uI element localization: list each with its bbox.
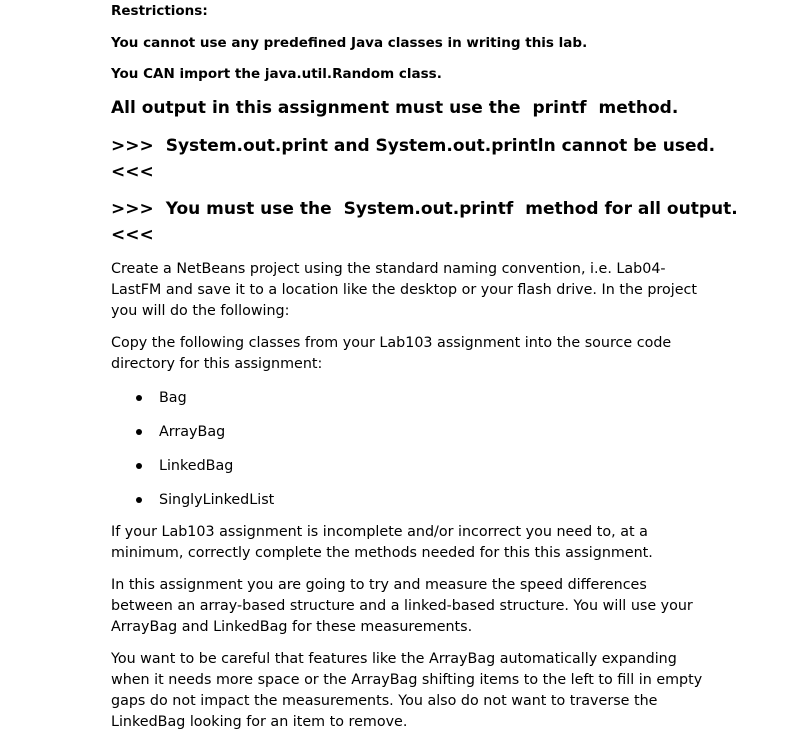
- printf-rule-prefix: All output in this assignment must use the: [111, 98, 521, 118]
- list-item: LinkedBag: [111, 455, 274, 489]
- list-item: SinglyLinkedList: [111, 489, 274, 523]
- print-forbidden-rule: [111, 136, 715, 156]
- print-rule-close-marker: <<<: [111, 162, 154, 182]
- list-item: Bag: [111, 387, 274, 421]
- printf-rule: [111, 98, 678, 118]
- printf-required-suffix: method for all output.: [525, 199, 738, 219]
- printf-required-prefix: You must use the: [165, 199, 332, 219]
- bullet-icon: [136, 463, 142, 469]
- paragraph-measure-speed: In this assignment you are going to try and measure the speed differences between an array-based structure and a linked-based structure. You will use your ArrayBag and LinkedBag for these measurements.: [111, 577, 693, 635]
- bullet-icon: [136, 395, 142, 401]
- restrictions-heading: Restrictions:: [111, 3, 208, 19]
- class-list: [111, 387, 274, 523]
- paragraph-be-careful: You want to be careful that features like the ArrayBag automatically expanding when it needs more space or the ArrayBag shifting items to the left to fill in empty gaps do not impact the measurements. You also do not want to traverse the LinkedBag looking for an item to remove.: [111, 651, 703, 730]
- printf-required-rule: [111, 199, 738, 219]
- print-rule-text: System.out.print and System.out.println cannot be used.: [165, 136, 716, 156]
- printf-required-open-marker: >>>: [111, 199, 154, 219]
- paragraph-incomplete-lab: If your Lab103 assignment is incomplete and/or incorrect you need to, at a minimum, correctly complete the methods needed for this this assignment.: [111, 524, 653, 561]
- paragraph-create-project: Create a NetBeans project using the standard naming convention, i.e. Lab04- LastFM and save it to a location like the desktop or your flash drive. In the project you will do the following:: [111, 261, 697, 319]
- printf-rule-suffix: method.: [598, 98, 679, 118]
- printf-required-code: System.out.printf: [343, 199, 514, 219]
- printf-rule-code: printf: [532, 98, 587, 118]
- printf-required-close-marker: <<<: [111, 225, 154, 245]
- restriction-random-allowed: You CAN import the java.util.Random class.: [111, 66, 442, 82]
- restriction-no-predefined-classes: You cannot use any predefined Java classes in writing this lab.: [111, 35, 588, 51]
- list-item: ArrayBag: [111, 421, 274, 455]
- bullet-icon: [136, 429, 142, 435]
- print-rule-open-marker: >>>: [111, 136, 154, 156]
- paragraph-copy-classes: Copy the following classes from your Lab103 assignment into the source code directory for this assignment:: [111, 335, 672, 372]
- bullet-icon: [136, 497, 142, 503]
